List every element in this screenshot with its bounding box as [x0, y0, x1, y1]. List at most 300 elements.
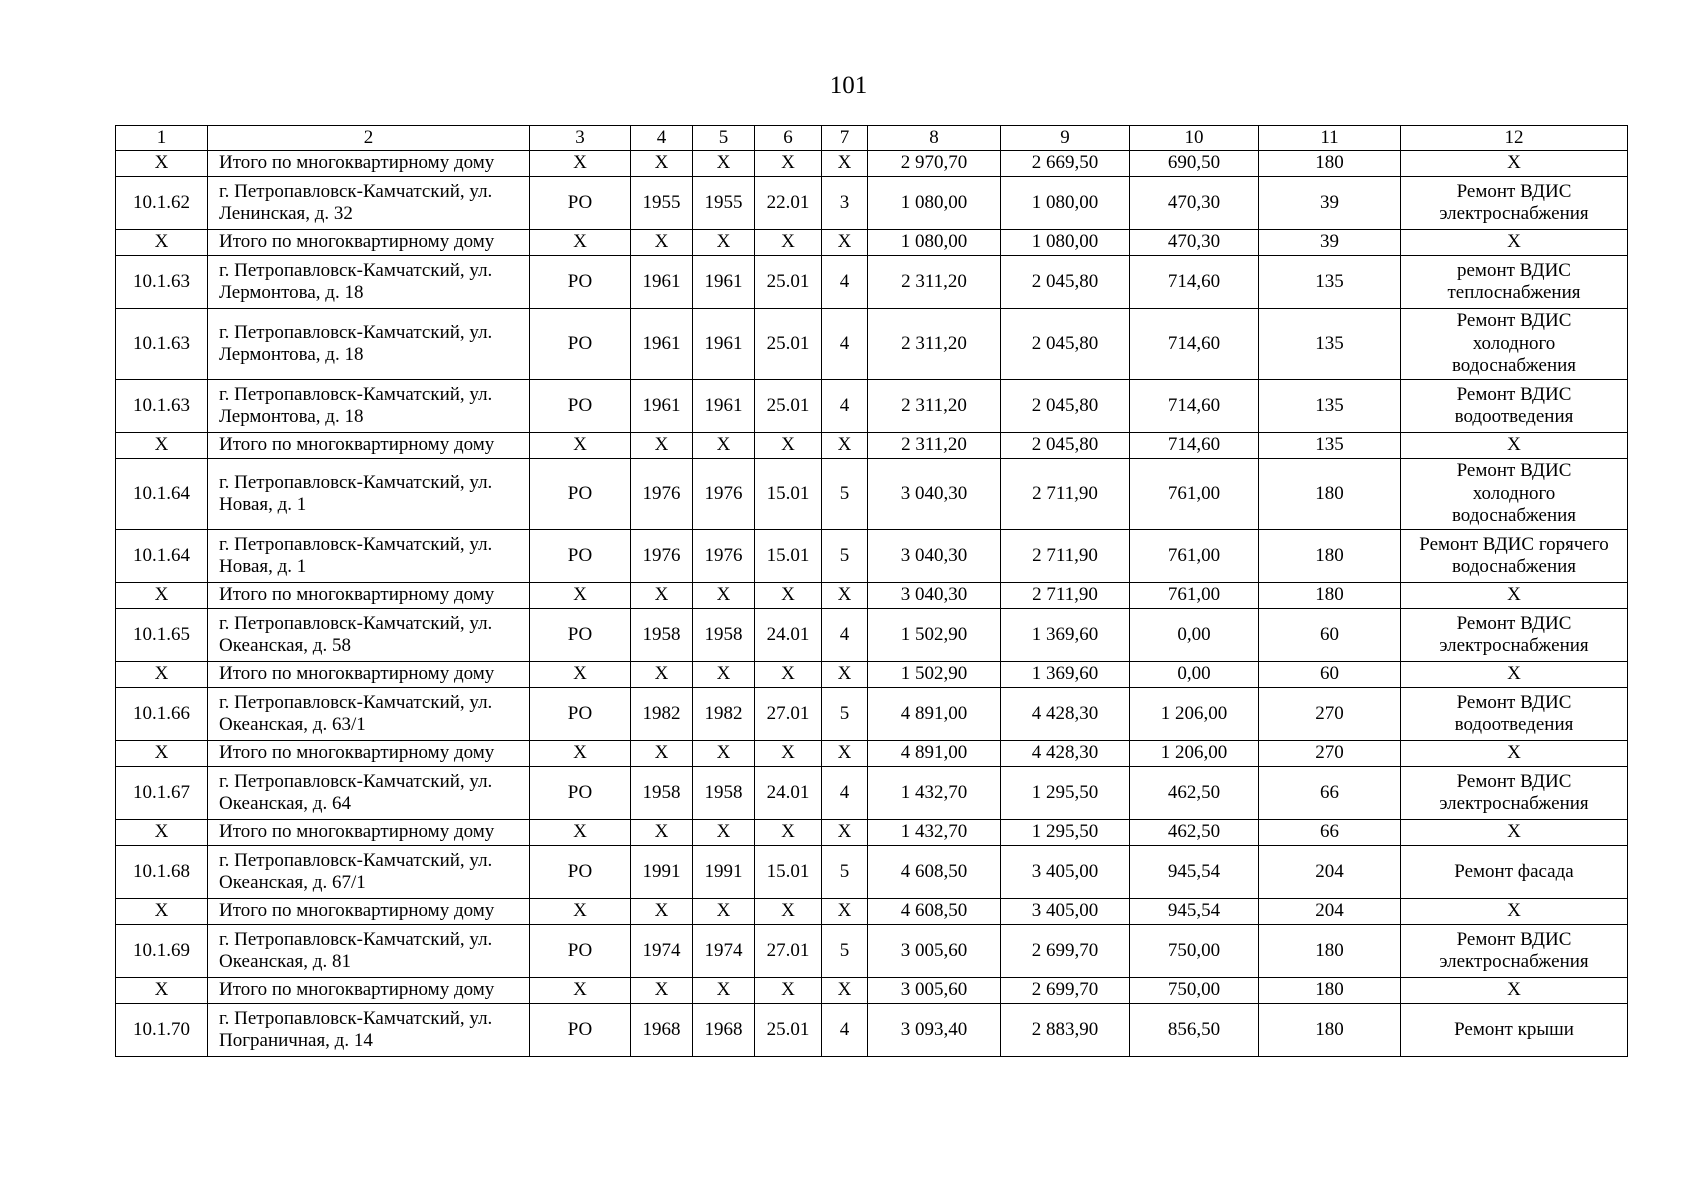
repair-work-line: Ремонт крыши — [1454, 1018, 1574, 1040]
owner-form-cell: РО — [530, 380, 631, 433]
nonliving-area-cell: 761,00 — [1130, 583, 1259, 609]
address-cell: г. Петропавловск-Камчатский, ул. Новая, д. 1 — [208, 530, 530, 583]
commission-year-cell: 1961 — [693, 380, 755, 433]
living-area-cell: 3 405,00 — [1001, 846, 1130, 899]
commission-year-cell: 1961 — [693, 256, 755, 309]
floors-cell: 5 — [822, 688, 868, 741]
repair-work-cell — [1401, 1004, 1628, 1057]
table-row — [116, 1004, 1628, 1057]
owner-form-cell: РО — [530, 846, 631, 899]
residents-cell: 135 — [1259, 309, 1401, 380]
building-total-row — [116, 741, 1628, 767]
living-area-cell: 4 428,30 — [1001, 741, 1130, 767]
item-number-cell: 10.1.63 — [116, 380, 208, 433]
commission-year-cell: 1958 — [693, 767, 755, 820]
total-area-cell: 3 040,30 — [868, 583, 1001, 609]
nonliving-area-cell: 856,50 — [1130, 1004, 1259, 1057]
living-area-cell: 2 883,90 — [1001, 1004, 1130, 1057]
repair-work-line: водоснабжения — [1451, 355, 1577, 377]
building-total-row — [116, 433, 1628, 459]
living-area-cell: 1 369,60 — [1001, 662, 1130, 688]
residents-cell: 180 — [1259, 1004, 1401, 1057]
nonliving-area-cell: 470,30 — [1130, 177, 1259, 230]
column-header: 6 — [755, 126, 822, 151]
item-number-cell: X — [116, 978, 208, 1004]
build-year-cell: X — [631, 151, 693, 177]
residents-cell: 66 — [1259, 767, 1401, 820]
address-cell: г. Петропавловск-Камчатский, ул. Лермонтова, д. 18 — [208, 309, 530, 380]
column-header: 2 — [208, 126, 530, 151]
nonliving-area-cell: 462,50 — [1130, 820, 1259, 846]
repair-work-cell — [1401, 609, 1628, 662]
residents-cell: 66 — [1259, 820, 1401, 846]
item-number-cell: 10.1.70 — [116, 1004, 208, 1057]
address-cell: г. Петропавловск-Камчатский, ул. Океанская, д. 63/1 — [208, 688, 530, 741]
address-cell: г. Петропавловск-Камчатский, ул. Пограничная, д. 14 — [208, 1004, 530, 1057]
owner-form-cell: X — [530, 820, 631, 846]
item-number-cell: X — [116, 433, 208, 459]
table-row — [116, 609, 1628, 662]
total-area-cell: 1 502,90 — [868, 609, 1001, 662]
repair-work-cell: X — [1401, 662, 1628, 688]
commission-year-cell: X — [693, 583, 755, 609]
address-cell: Итого по многоквартирному дому — [208, 230, 530, 256]
wear-code-cell: X — [755, 583, 822, 609]
residents-cell: 204 — [1259, 846, 1401, 899]
wear-code-cell: 24.01 — [755, 609, 822, 662]
address-cell: Итого по многоквартирному дому — [208, 978, 530, 1004]
residents-cell: 180 — [1259, 459, 1401, 530]
commission-year-cell: 1961 — [693, 309, 755, 380]
living-area-cell: 1 295,50 — [1001, 767, 1130, 820]
owner-form-cell: РО — [530, 309, 631, 380]
item-number-cell: X — [116, 820, 208, 846]
item-number-cell: X — [116, 662, 208, 688]
nonliving-area-cell: 470,30 — [1130, 230, 1259, 256]
repair-work-line: Ремонт ВДИС — [1456, 180, 1572, 202]
residents-cell: 270 — [1259, 741, 1401, 767]
owner-form-cell: РО — [530, 925, 631, 978]
address-cell: г. Петропавловск-Камчатский, ул. Лермонтова, д. 18 — [208, 380, 530, 433]
address-cell: Итого по многоквартирному дому — [208, 151, 530, 177]
repair-work-line: Ремонт фасада — [1454, 860, 1574, 882]
wear-code-cell: 22.01 — [755, 177, 822, 230]
commission-year-cell: 1976 — [693, 530, 755, 583]
column-header: 9 — [1001, 126, 1130, 151]
build-year-cell: X — [631, 820, 693, 846]
residents-cell: 39 — [1259, 177, 1401, 230]
total-area-cell: 2 311,20 — [868, 433, 1001, 459]
total-area-cell: 1 080,00 — [868, 177, 1001, 230]
repair-work-cell: X — [1401, 151, 1628, 177]
repair-work-line: теплоснабжения — [1447, 282, 1581, 303]
floors-cell: X — [822, 583, 868, 609]
item-number-cell: X — [116, 583, 208, 609]
item-number-cell: 10.1.64 — [116, 530, 208, 583]
wear-code-cell: X — [755, 230, 822, 256]
living-area-cell: 3 405,00 — [1001, 899, 1130, 925]
nonliving-area-cell: 761,00 — [1130, 459, 1259, 530]
total-area-cell: 2 311,20 — [868, 380, 1001, 433]
column-header: 11 — [1259, 126, 1401, 151]
owner-form-cell: X — [530, 741, 631, 767]
address-cell: г. Петропавловск-Камчатский, ул. Лермонтова, д. 18 — [208, 256, 530, 309]
page-number: 101 — [829, 72, 868, 99]
building-total-row — [116, 899, 1628, 925]
total-area-cell: 3 040,30 — [868, 459, 1001, 530]
build-year-cell: 1961 — [631, 380, 693, 433]
repair-work-line: Ремонт ВДИС — [1456, 770, 1572, 792]
building-total-row — [116, 583, 1628, 609]
build-year-cell: X — [631, 230, 693, 256]
repair-work-cell: X — [1401, 820, 1628, 846]
living-area-cell: 2 711,90 — [1001, 583, 1130, 609]
build-year-cell: 1958 — [631, 609, 693, 662]
column-header: 3 — [530, 126, 631, 151]
repair-work-line: Ремонт ВДИС горячего — [1419, 533, 1609, 555]
item-number-cell: 10.1.63 — [116, 309, 208, 380]
build-year-cell: X — [631, 662, 693, 688]
commission-year-cell: 1968 — [693, 1004, 755, 1057]
total-area-cell: 1 502,90 — [868, 662, 1001, 688]
total-area-cell: 2 311,20 — [868, 309, 1001, 380]
owner-form-cell: X — [530, 662, 631, 688]
total-area-cell: 4 608,50 — [868, 846, 1001, 899]
build-year-cell: X — [631, 899, 693, 925]
repair-work-line: Ремонт ВДИС — [1456, 383, 1572, 405]
building-total-row — [116, 662, 1628, 688]
column-header: 1 — [116, 126, 208, 151]
repair-work-line: ремонт ВДИС — [1457, 259, 1571, 281]
wear-code-cell: 25.01 — [755, 1004, 822, 1057]
table-row — [116, 846, 1628, 899]
floors-cell: 5 — [822, 530, 868, 583]
owner-form-cell: РО — [530, 459, 631, 530]
total-area-cell: 2 970,70 — [868, 151, 1001, 177]
floors-cell: 5 — [822, 459, 868, 530]
living-area-cell: 1 295,50 — [1001, 820, 1130, 846]
table-row — [116, 256, 1628, 309]
building-total-row — [116, 820, 1628, 846]
repair-work-cell — [1401, 459, 1628, 530]
living-area-cell: 2 669,50 — [1001, 151, 1130, 177]
table-row — [116, 530, 1628, 583]
floors-cell: X — [822, 741, 868, 767]
repair-work-line: электроснабжения — [1439, 951, 1589, 972]
total-area-cell: 1 432,70 — [868, 820, 1001, 846]
repair-work-cell: X — [1401, 978, 1628, 1004]
repair-work-line: Ремонт ВДИС — [1456, 612, 1572, 634]
floors-cell: X — [822, 433, 868, 459]
build-year-cell: 1974 — [631, 925, 693, 978]
residents-cell: 60 — [1259, 662, 1401, 688]
item-number-cell: 10.1.66 — [116, 688, 208, 741]
address-cell: Итого по многоквартирному дому — [208, 741, 530, 767]
column-header: 4 — [631, 126, 693, 151]
build-year-cell: 1955 — [631, 177, 693, 230]
item-number-cell: X — [116, 899, 208, 925]
floors-cell: 4 — [822, 767, 868, 820]
total-area-cell: 3 040,30 — [868, 530, 1001, 583]
nonliving-area-cell: 1 206,00 — [1130, 688, 1259, 741]
item-number-cell: 10.1.65 — [116, 609, 208, 662]
total-area-cell: 4 608,50 — [868, 899, 1001, 925]
repair-work-line: Ремонт ВДИС — [1456, 460, 1572, 482]
total-area-cell: 3 005,60 — [868, 925, 1001, 978]
residents-cell: 39 — [1259, 230, 1401, 256]
wear-code-cell: 15.01 — [755, 530, 822, 583]
wear-code-cell: 24.01 — [755, 767, 822, 820]
floors-cell: X — [822, 820, 868, 846]
total-area-cell: 2 311,20 — [868, 256, 1001, 309]
table-row — [116, 459, 1628, 530]
nonliving-area-cell: 945,54 — [1130, 899, 1259, 925]
residents-cell: 60 — [1259, 609, 1401, 662]
commission-year-cell: 1976 — [693, 459, 755, 530]
owner-form-cell: РО — [530, 767, 631, 820]
living-area-cell: 4 428,30 — [1001, 688, 1130, 741]
nonliving-area-cell: 1 206,00 — [1130, 741, 1259, 767]
commission-year-cell: X — [693, 662, 755, 688]
build-year-cell: X — [631, 741, 693, 767]
owner-form-cell: X — [530, 151, 631, 177]
repair-work-cell — [1401, 846, 1628, 899]
build-year-cell: 1968 — [631, 1004, 693, 1057]
living-area-cell: 1 080,00 — [1001, 230, 1130, 256]
residents-cell: 180 — [1259, 151, 1401, 177]
nonliving-area-cell: 0,00 — [1130, 609, 1259, 662]
commission-year-cell: 1974 — [693, 925, 755, 978]
repair-work-cell — [1401, 380, 1628, 433]
residents-cell: 270 — [1259, 688, 1401, 741]
wear-code-cell: X — [755, 820, 822, 846]
wear-code-cell: 27.01 — [755, 688, 822, 741]
repair-work-line: водоснабжения — [1451, 505, 1577, 527]
total-area-cell: 3 093,40 — [868, 1004, 1001, 1057]
owner-form-cell: РО — [530, 609, 631, 662]
owner-form-cell: X — [530, 978, 631, 1004]
owner-form-cell: X — [530, 230, 631, 256]
floors-cell: 4 — [822, 309, 868, 380]
nonliving-area-cell: 0,00 — [1130, 662, 1259, 688]
nonliving-area-cell: 714,60 — [1130, 256, 1259, 309]
wear-code-cell: 15.01 — [755, 846, 822, 899]
floors-cell: X — [822, 899, 868, 925]
repair-work-cell — [1401, 530, 1628, 583]
wear-code-cell: 25.01 — [755, 380, 822, 433]
column-number-header-row — [116, 126, 1628, 151]
address-cell: г. Петропавловск-Камчатский, ул. Новая, д. 1 — [208, 459, 530, 530]
floors-cell: 4 — [822, 609, 868, 662]
commission-year-cell: 1991 — [693, 846, 755, 899]
repair-work-cell: X — [1401, 433, 1628, 459]
residents-cell: 180 — [1259, 583, 1401, 609]
repair-work-cell — [1401, 177, 1628, 230]
build-year-cell: 1976 — [631, 459, 693, 530]
floors-cell: 5 — [822, 925, 868, 978]
build-year-cell: 1976 — [631, 530, 693, 583]
column-header: 12 — [1401, 126, 1628, 151]
living-area-cell: 2 045,80 — [1001, 256, 1130, 309]
build-year-cell: 1958 — [631, 767, 693, 820]
address-cell: Итого по многоквартирному дому — [208, 899, 530, 925]
column-header: 7 — [822, 126, 868, 151]
wear-code-cell: X — [755, 151, 822, 177]
column-header: 8 — [868, 126, 1001, 151]
table-row — [116, 688, 1628, 741]
repair-work-cell — [1401, 256, 1628, 309]
table-row — [116, 309, 1628, 380]
commission-year-cell: X — [693, 978, 755, 1004]
repair-work-cell: X — [1401, 741, 1628, 767]
owner-form-cell: РО — [530, 256, 631, 309]
wear-code-cell: 25.01 — [755, 309, 822, 380]
floors-cell: 3 — [822, 177, 868, 230]
residents-cell: 180 — [1259, 925, 1401, 978]
repair-work-line: водоснабжения — [1451, 556, 1577, 577]
wear-code-cell: X — [755, 662, 822, 688]
repair-work-line: Ремонт ВДИС — [1456, 928, 1572, 950]
living-area-cell: 2 045,80 — [1001, 380, 1130, 433]
wear-code-cell: X — [755, 978, 822, 1004]
item-number-cell: X — [116, 151, 208, 177]
nonliving-area-cell: 690,50 — [1130, 151, 1259, 177]
floors-cell: X — [822, 230, 868, 256]
table-body — [116, 126, 1628, 1057]
item-number-cell: 10.1.62 — [116, 177, 208, 230]
repair-work-cell: X — [1401, 230, 1628, 256]
living-area-cell: 2 045,80 — [1001, 309, 1130, 380]
table-row — [116, 767, 1628, 820]
housing-repair-register-table — [115, 125, 1628, 1057]
build-year-cell: 1991 — [631, 846, 693, 899]
address-cell: г. Петропавловск-Камчатский, ул. Океанская, д. 64 — [208, 767, 530, 820]
build-year-cell: X — [631, 583, 693, 609]
repair-work-line: холодного — [1472, 332, 1556, 354]
commission-year-cell: X — [693, 151, 755, 177]
wear-code-cell: X — [755, 741, 822, 767]
wear-code-cell: 27.01 — [755, 925, 822, 978]
item-number-cell: 10.1.68 — [116, 846, 208, 899]
wear-code-cell: 25.01 — [755, 256, 822, 309]
total-area-cell: 4 891,00 — [868, 688, 1001, 741]
building-total-row — [116, 151, 1628, 177]
residents-cell: 135 — [1259, 256, 1401, 309]
floors-cell: X — [822, 978, 868, 1004]
address-cell: Итого по многоквартирному дому — [208, 820, 530, 846]
nonliving-area-cell: 750,00 — [1130, 925, 1259, 978]
floors-cell: 4 — [822, 380, 868, 433]
build-year-cell: 1982 — [631, 688, 693, 741]
owner-form-cell: РО — [530, 177, 631, 230]
build-year-cell: X — [631, 978, 693, 1004]
commission-year-cell: X — [693, 899, 755, 925]
repair-work-cell: X — [1401, 899, 1628, 925]
repair-work-cell — [1401, 925, 1628, 978]
address-cell: Итого по многоквартирному дому — [208, 583, 530, 609]
floors-cell: X — [822, 151, 868, 177]
floors-cell: 4 — [822, 1004, 868, 1057]
living-area-cell: 1 080,00 — [1001, 177, 1130, 230]
address-cell: г. Петропавловск-Камчатский, ул. Океанская, д. 67/1 — [208, 846, 530, 899]
address-cell: г. Петропавловск-Камчатский, ул. Океанская, д. 81 — [208, 925, 530, 978]
total-area-cell: 1 080,00 — [868, 230, 1001, 256]
repair-work-line: Ремонт ВДИС — [1456, 691, 1572, 713]
commission-year-cell: X — [693, 433, 755, 459]
column-header: 10 — [1130, 126, 1259, 151]
address-cell: Итого по многоквартирному дому — [208, 433, 530, 459]
table-row — [116, 380, 1628, 433]
owner-form-cell: РО — [530, 1004, 631, 1057]
item-number-cell: 10.1.64 — [116, 459, 208, 530]
item-number-cell: X — [116, 230, 208, 256]
owner-form-cell: X — [530, 433, 631, 459]
commission-year-cell: 1958 — [693, 609, 755, 662]
address-cell: г. Петропавловск-Камчатский, ул. Ленинская, д. 32 — [208, 177, 530, 230]
nonliving-area-cell: 750,00 — [1130, 978, 1259, 1004]
living-area-cell: 2 711,90 — [1001, 530, 1130, 583]
repair-work-line: Ремонт ВДИС — [1456, 310, 1572, 332]
living-area-cell: 2 045,80 — [1001, 433, 1130, 459]
building-total-row — [116, 978, 1628, 1004]
repair-work-cell — [1401, 767, 1628, 820]
build-year-cell: 1961 — [631, 309, 693, 380]
build-year-cell: X — [631, 433, 693, 459]
owner-form-cell: X — [530, 899, 631, 925]
wear-code-cell: X — [755, 433, 822, 459]
residents-cell: 180 — [1259, 978, 1401, 1004]
repair-work-line: электроснабжения — [1439, 635, 1589, 656]
commission-year-cell: 1955 — [693, 177, 755, 230]
residents-cell: 135 — [1259, 380, 1401, 433]
floors-cell: 4 — [822, 256, 868, 309]
floors-cell: X — [822, 662, 868, 688]
wear-code-cell: X — [755, 899, 822, 925]
residents-cell: 180 — [1259, 530, 1401, 583]
nonliving-area-cell: 945,54 — [1130, 846, 1259, 899]
living-area-cell: 2 699,70 — [1001, 925, 1130, 978]
nonliving-area-cell: 714,60 — [1130, 309, 1259, 380]
table-row — [116, 925, 1628, 978]
building-total-row — [116, 230, 1628, 256]
commission-year-cell: X — [693, 230, 755, 256]
nonliving-area-cell: 462,50 — [1130, 767, 1259, 820]
repair-work-line: электроснабжения — [1439, 203, 1589, 224]
table-row — [116, 177, 1628, 230]
wear-code-cell: 15.01 — [755, 459, 822, 530]
nonliving-area-cell: 761,00 — [1130, 530, 1259, 583]
residents-cell: 204 — [1259, 899, 1401, 925]
repair-work-cell: X — [1401, 583, 1628, 609]
build-year-cell: 1961 — [631, 256, 693, 309]
owner-form-cell: X — [530, 583, 631, 609]
commission-year-cell: X — [693, 820, 755, 846]
repair-work-line: водоотведения — [1454, 406, 1574, 427]
address-cell: Итого по многоквартирному дому — [208, 662, 530, 688]
nonliving-area-cell: 714,60 — [1130, 380, 1259, 433]
repair-work-cell — [1401, 309, 1628, 380]
total-area-cell: 3 005,60 — [868, 978, 1001, 1004]
nonliving-area-cell: 714,60 — [1130, 433, 1259, 459]
commission-year-cell: X — [693, 741, 755, 767]
repair-work-line: водоотведения — [1454, 714, 1574, 735]
floors-cell: 5 — [822, 846, 868, 899]
living-area-cell: 2 699,70 — [1001, 978, 1130, 1004]
address-cell: г. Петропавловск-Камчатский, ул. Океанская, д. 58 — [208, 609, 530, 662]
commission-year-cell: 1982 — [693, 688, 755, 741]
item-number-cell: 10.1.67 — [116, 767, 208, 820]
living-area-cell: 2 711,90 — [1001, 459, 1130, 530]
